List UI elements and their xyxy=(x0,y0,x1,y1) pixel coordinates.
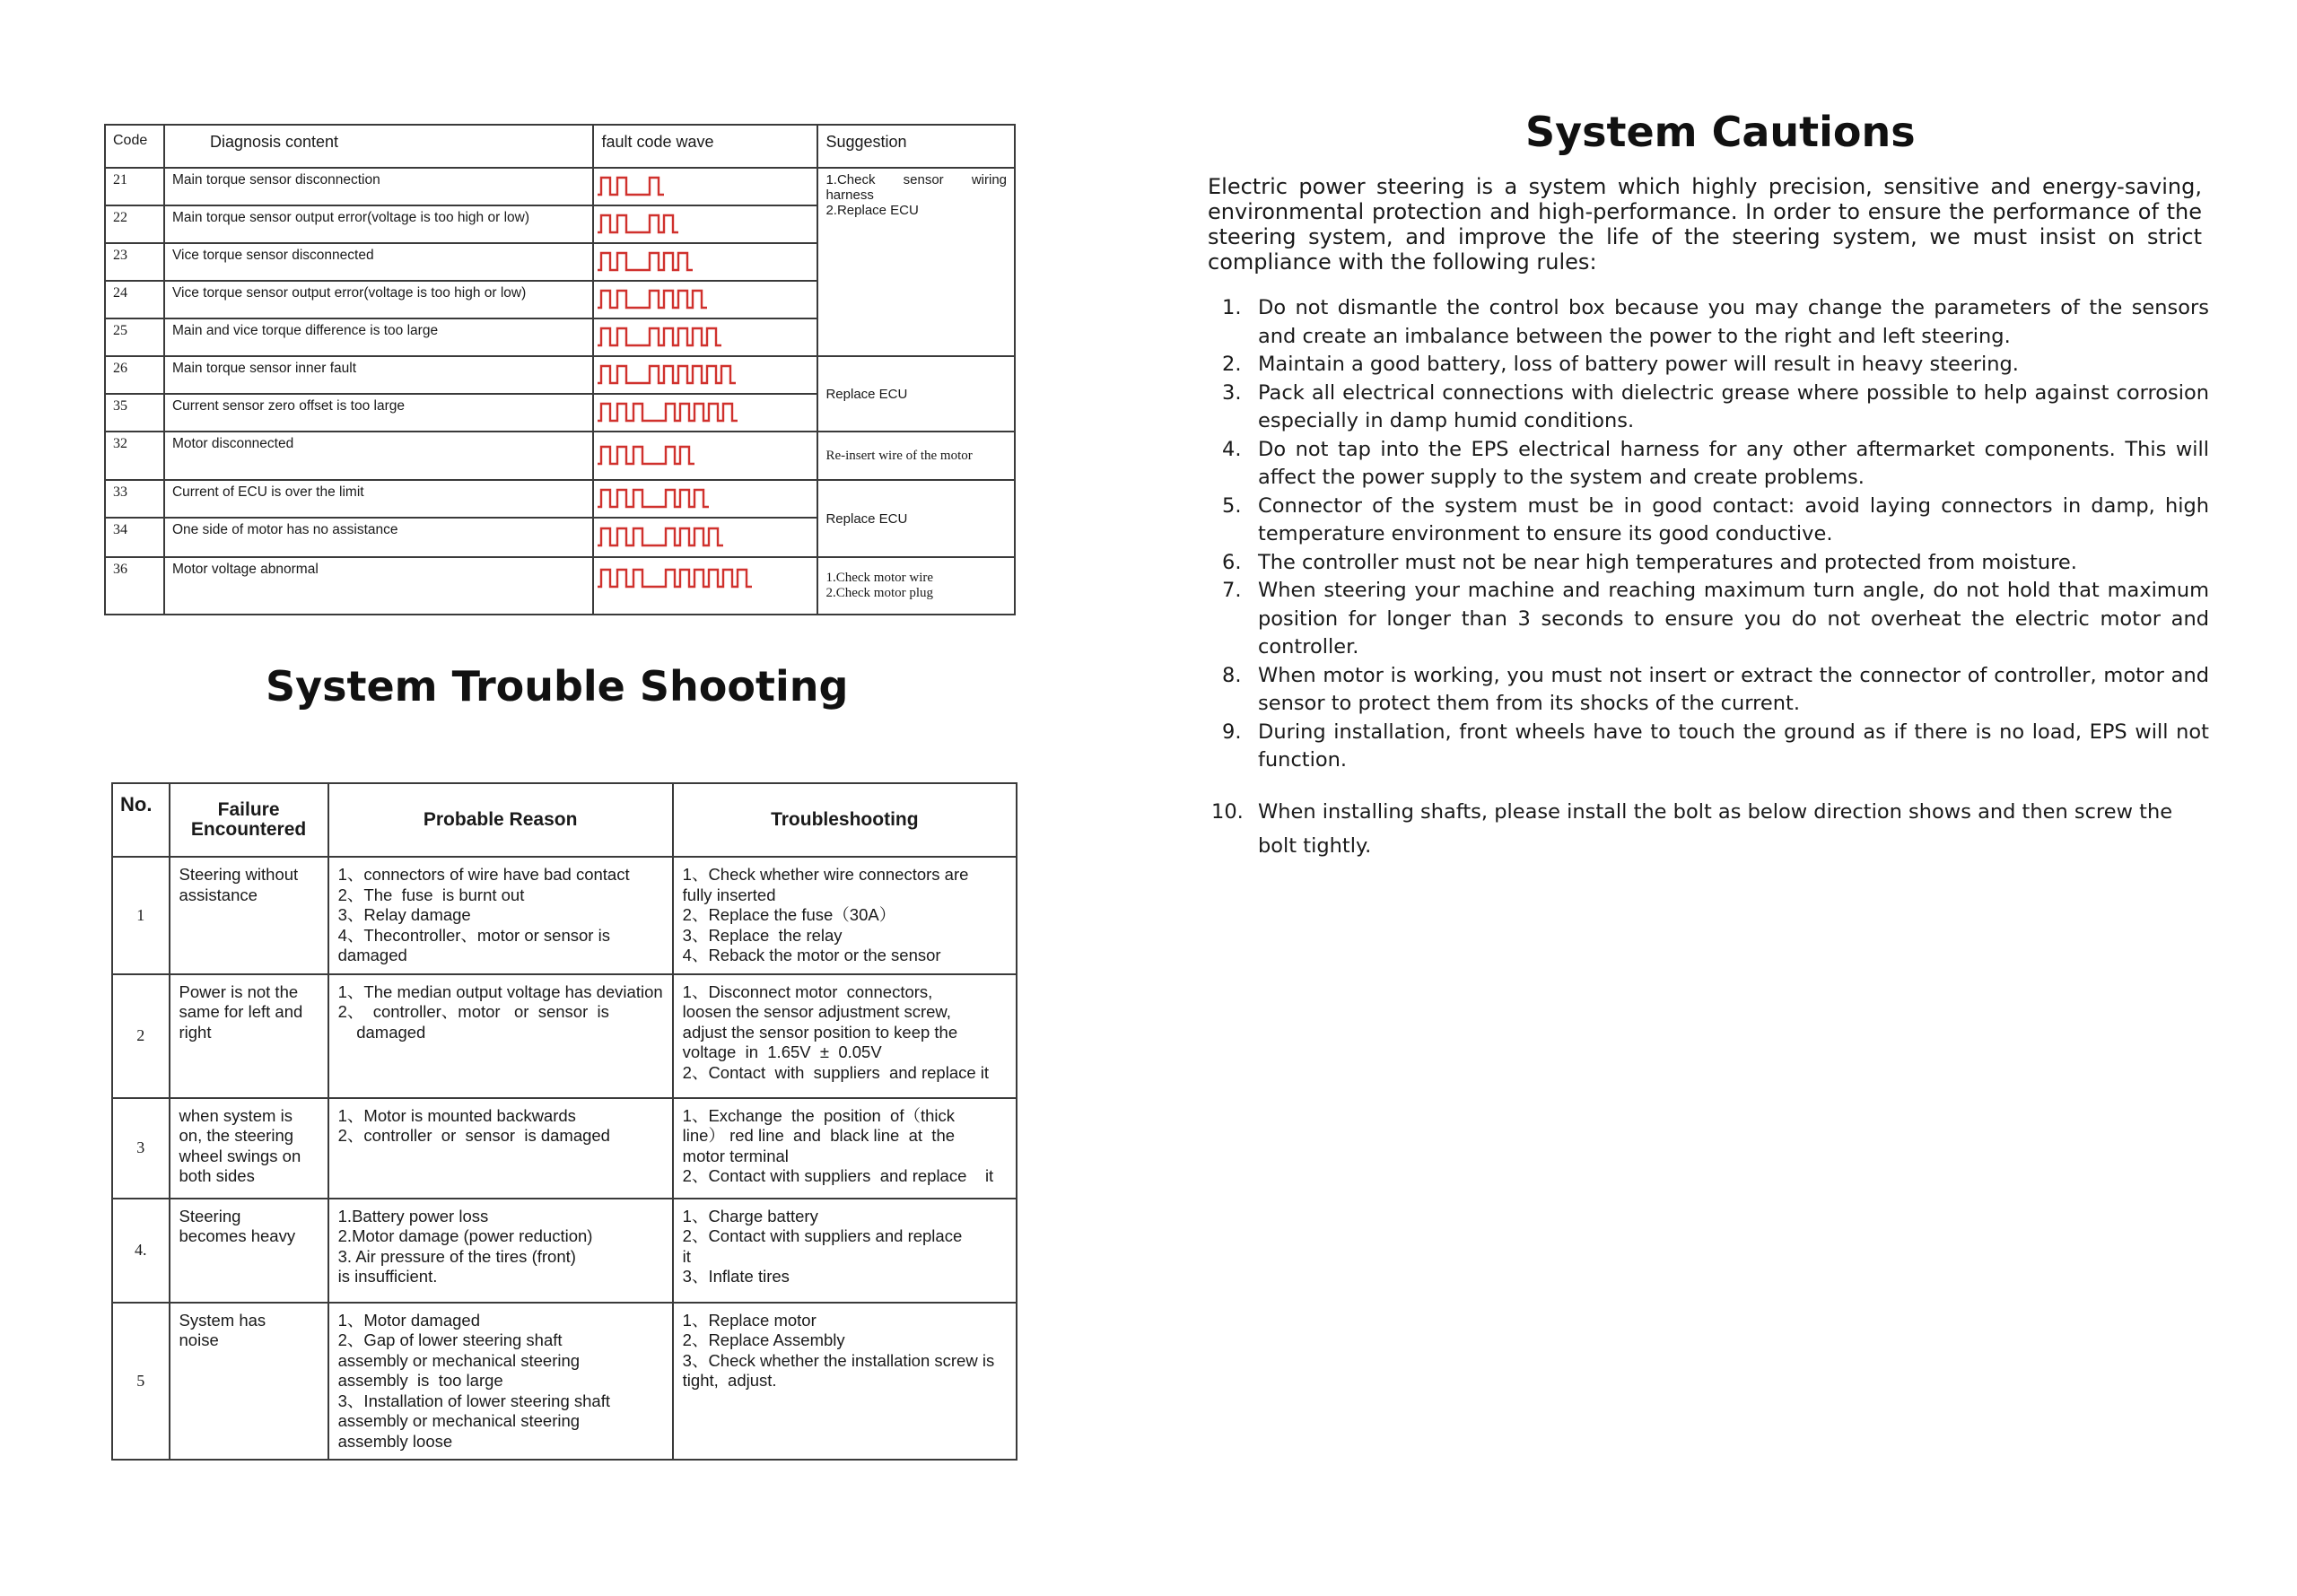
fault-wave-line xyxy=(598,366,736,383)
suggestion-group-3: Re-insert wire of the motor xyxy=(817,432,1015,480)
fault-code: 21 xyxy=(105,168,164,205)
fault-wave xyxy=(593,518,817,557)
trouble-failure-line: becomes heavy xyxy=(179,1226,296,1245)
trouble-fix xyxy=(673,1303,1017,1461)
trouble-fix-line: 3、Check whether the installation screw is xyxy=(682,1350,995,1370)
caution-item xyxy=(1208,294,2209,351)
trouble-reason-line: 2、controller or sensor is damaged xyxy=(337,1126,610,1145)
caution-text: When motor is working, you must not insert or extract the connector of controller, motor and sensor to protect them from its shocks of the current. xyxy=(1258,663,2209,715)
fault-content: Vice torque sensor disconnected xyxy=(164,243,594,281)
fault-content: Main torque sensor inner fault xyxy=(164,356,594,394)
trouble-fix-line: 1、Charge battery xyxy=(682,1206,818,1225)
fault-code: 26 xyxy=(105,356,164,394)
caution-text: Do not tap into the EPS electrical harness for any other aftermarket components. This will affect the power supply to the system and create problems. xyxy=(1258,437,2209,489)
fault-code: 24 xyxy=(105,281,164,318)
trouble-reason-line: assembly or mechanical steering xyxy=(337,1350,581,1370)
caution-item xyxy=(1208,493,2209,549)
trouble-fix-line: fully inserted xyxy=(682,885,776,904)
fault-wave-line xyxy=(598,404,738,421)
header-failure-line: Encountered xyxy=(190,819,307,840)
trouble-failure-line: Power is not the xyxy=(179,981,299,1001)
trouble-fix-line: 4、Reback the motor or the sensor xyxy=(682,946,941,964)
trouble-failure-line: Steering xyxy=(179,1206,241,1225)
fault-wave-line xyxy=(598,490,709,507)
fault-wave-graphic xyxy=(598,173,813,200)
fault-content: Motor disconnected xyxy=(164,432,594,480)
fault-row xyxy=(105,480,1015,518)
trouble-reason-line: 4、Thecontroller、motor or sensor is xyxy=(337,925,610,945)
caution-text: Do not dismantle the control box because you may change the parameters of the sensors and create an imbalance between the power to the right and left steering. xyxy=(1258,296,2209,348)
trouble-reason-line: assembly or mechanical steering xyxy=(337,1411,581,1430)
trouble-fix xyxy=(673,974,1017,1098)
trouble-failure xyxy=(170,1098,328,1199)
fault-wave-line xyxy=(598,447,694,464)
fault-wave xyxy=(593,205,817,243)
fault-wave-graphic xyxy=(598,399,813,426)
trouble-failure xyxy=(170,1199,328,1303)
fault-wave-graphic xyxy=(598,211,813,238)
trouble-failure-line: wheel swings on xyxy=(179,1146,301,1165)
trouble-shooting-table xyxy=(111,782,1017,1461)
fault-wave xyxy=(593,168,817,205)
fault-content: Current of ECU is over the limit xyxy=(164,480,594,518)
fault-wave xyxy=(593,243,817,281)
header-reason: Probable Reason xyxy=(328,783,673,857)
fault-content: Main torque sensor disconnection xyxy=(164,168,594,205)
caution-text: Connector of the system must be in good contact: avoid laying connectors in damp, high temperature environment to ensure its good conductive. xyxy=(1258,493,2209,545)
trouble-failure-line: noise xyxy=(179,1330,219,1349)
fault-wave-line xyxy=(598,291,707,308)
trouble-fix-line: tight, adjust. xyxy=(682,1371,777,1390)
trouble-table-header xyxy=(112,783,1017,857)
fault-code: 36 xyxy=(105,557,164,615)
trouble-no: 2 xyxy=(112,974,170,1098)
fault-content: Vice torque sensor output error(voltage is too high or low) xyxy=(164,281,594,318)
trouble-fix-line: 1、Check whether wire connectors are xyxy=(682,865,969,884)
fault-wave-graphic xyxy=(598,485,813,512)
caution-number: 3. xyxy=(1222,380,1242,405)
caution-text: When installing shafts, please install the bolt as below direction shows and then screw the bolt tightly. xyxy=(1258,799,2173,858)
fault-row xyxy=(105,557,1015,615)
suggestion-group-4: Replace ECU xyxy=(817,480,1015,557)
trouble-fix-line: voltage in 1.65V ± 0.05V xyxy=(682,1042,882,1061)
trouble-reason-line: 3. Air pressure of the tires (front) xyxy=(337,1246,576,1266)
header-no: No. xyxy=(112,783,170,857)
fault-wave-line xyxy=(598,528,723,545)
fault-wave xyxy=(593,480,817,518)
fault-wave-line xyxy=(598,253,693,270)
fault-code: 25 xyxy=(105,318,164,356)
trouble-no: 3 xyxy=(112,1098,170,1199)
trouble-failure-line: both sides xyxy=(179,1166,255,1185)
trouble-failure xyxy=(170,974,328,1098)
trouble-row xyxy=(112,857,1017,974)
fault-code: 34 xyxy=(105,518,164,557)
trouble-failure xyxy=(170,1303,328,1461)
caution-number: 2. xyxy=(1222,353,1242,376)
fault-wave-line xyxy=(598,215,678,232)
fault-content: One side of motor has no assistance xyxy=(164,518,594,557)
suggestion-line: 1.Check sensor wiring xyxy=(825,172,1007,188)
caution-number: 5. xyxy=(1222,493,1242,518)
caution-item xyxy=(1208,549,2209,578)
suggestion-group-1 xyxy=(817,168,1015,356)
fault-wave-line xyxy=(598,328,721,345)
trouble-failure-line: same for left and xyxy=(179,1002,303,1021)
trouble-reason xyxy=(328,857,673,974)
suggestion-group-5 xyxy=(817,557,1015,615)
trouble-fix-line: 2、Contact with suppliers and replace it xyxy=(682,1062,990,1082)
fault-wave-graphic xyxy=(598,442,813,469)
fault-code: 33 xyxy=(105,480,164,518)
caution-text: During installation, front wheels have to touch the ground as if there is no load, EPS will not function. xyxy=(1258,720,2209,772)
caution-number: 10. xyxy=(1211,799,1244,824)
fault-code: 23 xyxy=(105,243,164,281)
fault-wave-graphic xyxy=(598,324,813,351)
fault-wave-graphic xyxy=(598,524,813,551)
suggestion-line: harness xyxy=(825,188,874,203)
caution-number: 1. xyxy=(1222,296,1242,319)
fault-wave xyxy=(593,281,817,318)
trouble-no: 5 xyxy=(112,1303,170,1461)
fault-row xyxy=(105,432,1015,480)
caution-text: Maintain a good battery, loss of battery power will result in heavy steering. xyxy=(1258,353,2019,376)
suggestion-line: 2.Check motor plug xyxy=(825,586,934,600)
fault-wave-graphic xyxy=(598,249,813,275)
trouble-reason-line: 1、connectors of wire have bad contact xyxy=(337,865,630,884)
trouble-reason-line: 3、Relay damage xyxy=(337,905,471,924)
trouble-fix-line: 1、Exchange the position of（thick xyxy=(682,1105,956,1125)
fault-row xyxy=(105,356,1015,394)
header-wave: fault code wave xyxy=(593,125,817,168)
fault-code: 22 xyxy=(105,205,164,243)
caution-item xyxy=(1208,379,2209,436)
trouble-reason-line: 2、Gap of lower steering shaft xyxy=(337,1330,563,1349)
trouble-reason-line: 2.Motor damage (power reduction) xyxy=(337,1226,593,1245)
trouble-row xyxy=(112,1098,1017,1199)
system-cautions-title: System Cautions xyxy=(1525,108,1916,156)
fault-wave xyxy=(593,394,817,432)
trouble-fix-line: loosen the sensor adjustment screw, xyxy=(682,1002,951,1021)
trouble-reason-line: damaged xyxy=(337,946,407,964)
fault-wave xyxy=(593,432,817,480)
caution-item xyxy=(1208,436,2209,493)
header-troubleshooting: Troubleshooting xyxy=(673,783,1017,857)
trouble-table-body xyxy=(112,857,1017,1460)
trouble-no: 4. xyxy=(112,1199,170,1303)
fault-wave xyxy=(593,318,817,356)
cautions-intro: Electric power steering is a system which highly precision, sensitive and energy-saving, environmental protection and high-performance. In order to ensure the performance of the steering system, and improve the life of the steering system, we must insist on strict compliance with the following rules: xyxy=(1208,174,2202,275)
trouble-reason xyxy=(328,1303,673,1461)
trouble-failure-line: Steering without xyxy=(179,865,299,884)
trouble-row xyxy=(112,974,1017,1098)
trouble-fix-line: 3、Replace the relay xyxy=(682,925,843,945)
caution-text: When steering your machine and reaching maximum turn angle, do not hold that maximum position for longer than 3 seconds to ensure you do not overheat the electric motor and controller. xyxy=(1258,579,2209,658)
trouble-fix xyxy=(673,857,1017,974)
fault-content: Main and vice torque difference is too large xyxy=(164,318,594,356)
suggestion-line: 1.Check motor wire xyxy=(825,571,934,585)
trouble-reason-line: 1、Motor damaged xyxy=(337,1310,481,1330)
trouble-failure-line: on, the steering xyxy=(179,1126,294,1145)
trouble-reason-line: damaged xyxy=(337,1022,426,1042)
fault-content: Main torque sensor output error(voltage is too high or low) xyxy=(164,205,594,243)
trouble-fix-line: 2、Contact with suppliers and replace it xyxy=(682,1166,994,1185)
trouble-fix-line: line） red line and black line at the xyxy=(682,1126,956,1145)
fault-wave-graphic xyxy=(598,565,813,592)
trouble-failure-line: right xyxy=(179,1022,212,1042)
trouble-row xyxy=(112,1199,1017,1303)
caution-item xyxy=(1208,577,2209,662)
caution-number: 9. xyxy=(1222,720,1242,744)
suggestion-group-2: Replace ECU xyxy=(817,356,1015,432)
fault-table-header xyxy=(105,125,1015,168)
trouble-no: 1 xyxy=(112,857,170,974)
fault-wave-graphic xyxy=(598,362,813,388)
header-failure-line: Failure xyxy=(217,798,280,820)
trouble-reason-line: 1、The median output voltage has deviation xyxy=(337,981,663,1001)
trouble-failure-line: assistance xyxy=(179,885,258,904)
trouble-reason xyxy=(328,974,673,1098)
trouble-reason-line: 1.Battery power loss xyxy=(337,1206,489,1225)
caution-number: 6. xyxy=(1222,550,1242,574)
trouble-reason-line: 1、Motor is mounted backwards xyxy=(337,1105,576,1125)
trouble-fix-line: 1、Replace motor xyxy=(682,1310,817,1330)
trouble-failure-line: when system is xyxy=(179,1105,293,1125)
caution-item xyxy=(1208,351,2209,379)
trouble-fix xyxy=(673,1098,1017,1199)
trouble-fix-line: 2、Contact with suppliers and replace xyxy=(682,1226,963,1245)
trouble-reason-line: assembly loose xyxy=(337,1431,453,1451)
trouble-fix-line: it xyxy=(682,1246,691,1266)
fault-content: Current sensor zero offset is too large xyxy=(164,394,594,432)
fault-wave-line xyxy=(598,570,752,587)
trouble-reason-line: 3、Installation of lower steering shaft xyxy=(337,1391,610,1410)
header-suggestion: Suggestion xyxy=(817,125,1015,168)
caution-text: Pack all electrical connections with dielectric grease where possible to help against corrosion especially in damp humid conditions. xyxy=(1258,380,2209,432)
fault-content: Motor voltage abnormal xyxy=(164,557,594,615)
trouble-reason xyxy=(328,1098,673,1199)
trouble-failure-line: System has xyxy=(179,1310,266,1330)
caution-item xyxy=(1208,662,2209,719)
fault-wave-line xyxy=(598,178,664,195)
trouble-fix-line: 2、Replace Assembly xyxy=(682,1330,845,1349)
trouble-reason-line: 2、The fuse is burnt out xyxy=(337,885,525,904)
trouble-fix-line: 2、Replace the fuse（30A） xyxy=(682,905,896,924)
trouble-fix-line: adjust the sensor position to keep the xyxy=(682,1022,958,1042)
trouble-fix xyxy=(673,1199,1017,1303)
fault-row xyxy=(105,168,1015,205)
caution-number: 4. xyxy=(1222,437,1242,461)
fault-code-table xyxy=(104,124,1016,615)
trouble-fix-line: 1、Disconnect motor connectors, xyxy=(682,981,933,1001)
trouble-failure xyxy=(170,857,328,974)
trouble-shooting-title: System Trouble Shooting xyxy=(266,662,849,711)
fault-wave-graphic xyxy=(598,286,813,313)
trouble-fix-line: 3、Inflate tires xyxy=(682,1267,790,1286)
trouble-reason-line: is insufficient. xyxy=(337,1267,438,1286)
suggestion-line: 2.Replace ECU xyxy=(825,203,919,218)
trouble-row xyxy=(112,1303,1017,1461)
header-diagnosis: Diagnosis content xyxy=(164,125,594,168)
fault-code: 35 xyxy=(105,394,164,432)
trouble-reason-line: 2、 controller、motor or sensor is xyxy=(337,1002,609,1021)
trouble-reason xyxy=(328,1199,673,1303)
caution-text: The controller must not be near high temperatures and protected from moisture. xyxy=(1258,550,2077,574)
fault-wave xyxy=(593,356,817,394)
header-code: Code xyxy=(105,125,164,168)
caution-number: 7. xyxy=(1222,579,1242,602)
cautions-list xyxy=(1208,294,2209,863)
header-failure xyxy=(170,783,328,857)
caution-number: 8. xyxy=(1222,663,1242,687)
caution-item xyxy=(1208,795,2209,863)
fault-code: 32 xyxy=(105,432,164,480)
fault-wave xyxy=(593,557,817,615)
trouble-reason-line: assembly is too large xyxy=(337,1371,503,1390)
caution-item xyxy=(1208,719,2209,775)
trouble-fix-line: motor terminal xyxy=(682,1146,789,1165)
